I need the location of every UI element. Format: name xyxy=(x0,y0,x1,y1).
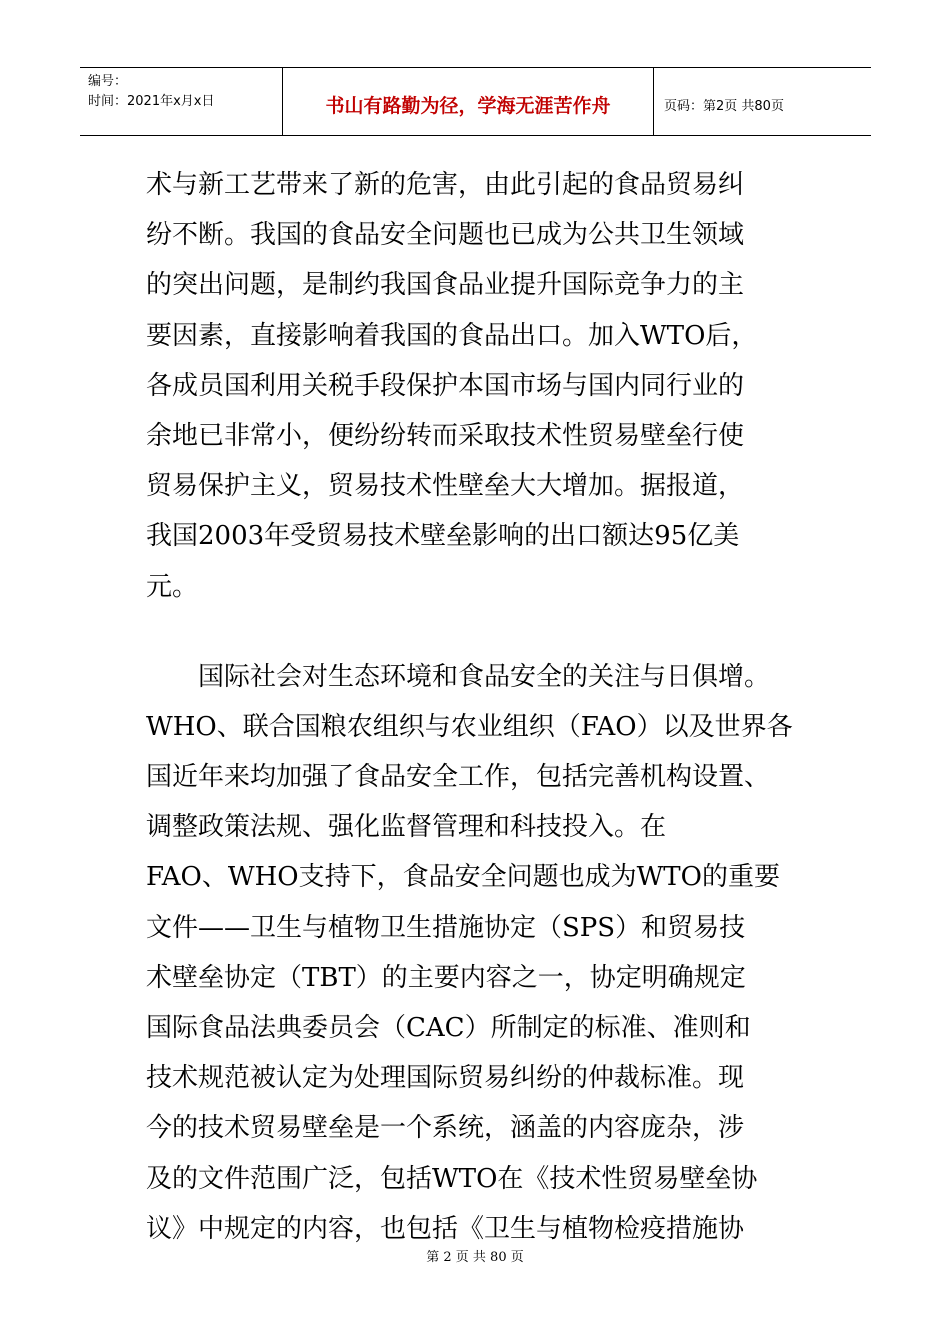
header-page-info: 页码：第2页 共80页 xyxy=(664,99,784,114)
text-line: 的突出问题，是制约我国食品业提升国际竞争力的主 xyxy=(146,270,745,301)
document-body xyxy=(146,160,836,1254)
text-line: 我国2003年受贸易技术壁垒影响的出口额达95亿美 xyxy=(146,521,740,552)
text-line: 元。 xyxy=(146,571,199,602)
header-motto: 书山有路勤为径，学海无涯苦作舟 xyxy=(283,68,654,135)
page-header xyxy=(80,67,871,136)
text-line: 及的文件范围广泛，包括WTO在《技术性贸易壁垒协 xyxy=(146,1163,758,1194)
doc-number-label: 编号： xyxy=(88,74,128,89)
paragraph-1 xyxy=(146,160,836,612)
text-line: 文件——卫生与植物卫生措施协定（SPS）和贸易技 xyxy=(146,912,746,943)
paragraph-2 xyxy=(146,652,836,1254)
text-line: 国近年来均加强了食品安全工作，包括完善机构设置、 xyxy=(146,762,771,793)
text-line: 国际社会对生态环境和食品安全的关注与日俱增。 xyxy=(146,661,771,692)
text-line: 技术规范被认定为处理国际贸易纠纷的仲裁标准。现 xyxy=(146,1063,745,1094)
text-line: FAO、WHO支持下，食品安全问题也成为WTO的重要 xyxy=(146,862,780,893)
text-line: 贸易保护主义，贸易技术性壁垒大大增加。据报道， xyxy=(146,471,745,502)
page-footer: 第 2 页 共 80 页 xyxy=(426,1250,524,1265)
text-line: 要因素，直接影响着我国的食品出口。加入WTO后， xyxy=(146,320,758,351)
text-line: 余地已非常小，便纷纷转而采取技术性贸易壁垒行使 xyxy=(146,420,745,451)
text-line: WHO、联合国粮农组织与农业组织（FAO）以及世界各 xyxy=(146,711,793,742)
text-line: 纷不断。我国的食品安全问题也已成为公共卫生领域 xyxy=(146,220,745,251)
paragraph-spacer xyxy=(146,612,836,652)
text-line: 国际食品法典委员会（CAC）所制定的标准、准则和 xyxy=(146,1013,751,1043)
header-meta xyxy=(80,68,283,135)
text-line: 术壁垒协定（TBT）的主要内容之一，协定明确规定 xyxy=(146,962,746,993)
doc-time-label: 时间：2021年x月x日 xyxy=(88,94,215,109)
text-line: 议》中规定的内容，也包括《卫生与植物检疫措施协 xyxy=(146,1213,745,1244)
text-line: 术与新工艺带来了新的危害，由此引起的食品贸易纠 xyxy=(146,170,745,200)
text-line: 调整政策法规、强化监督管理和科技投入。在 xyxy=(146,812,667,843)
text-line: 今的技术贸易壁垒是一个系统，涵盖的内容庞杂，涉 xyxy=(146,1113,745,1144)
text-line: 各成员国利用关税手段保护本国市场与国内同行业的 xyxy=(146,370,745,401)
